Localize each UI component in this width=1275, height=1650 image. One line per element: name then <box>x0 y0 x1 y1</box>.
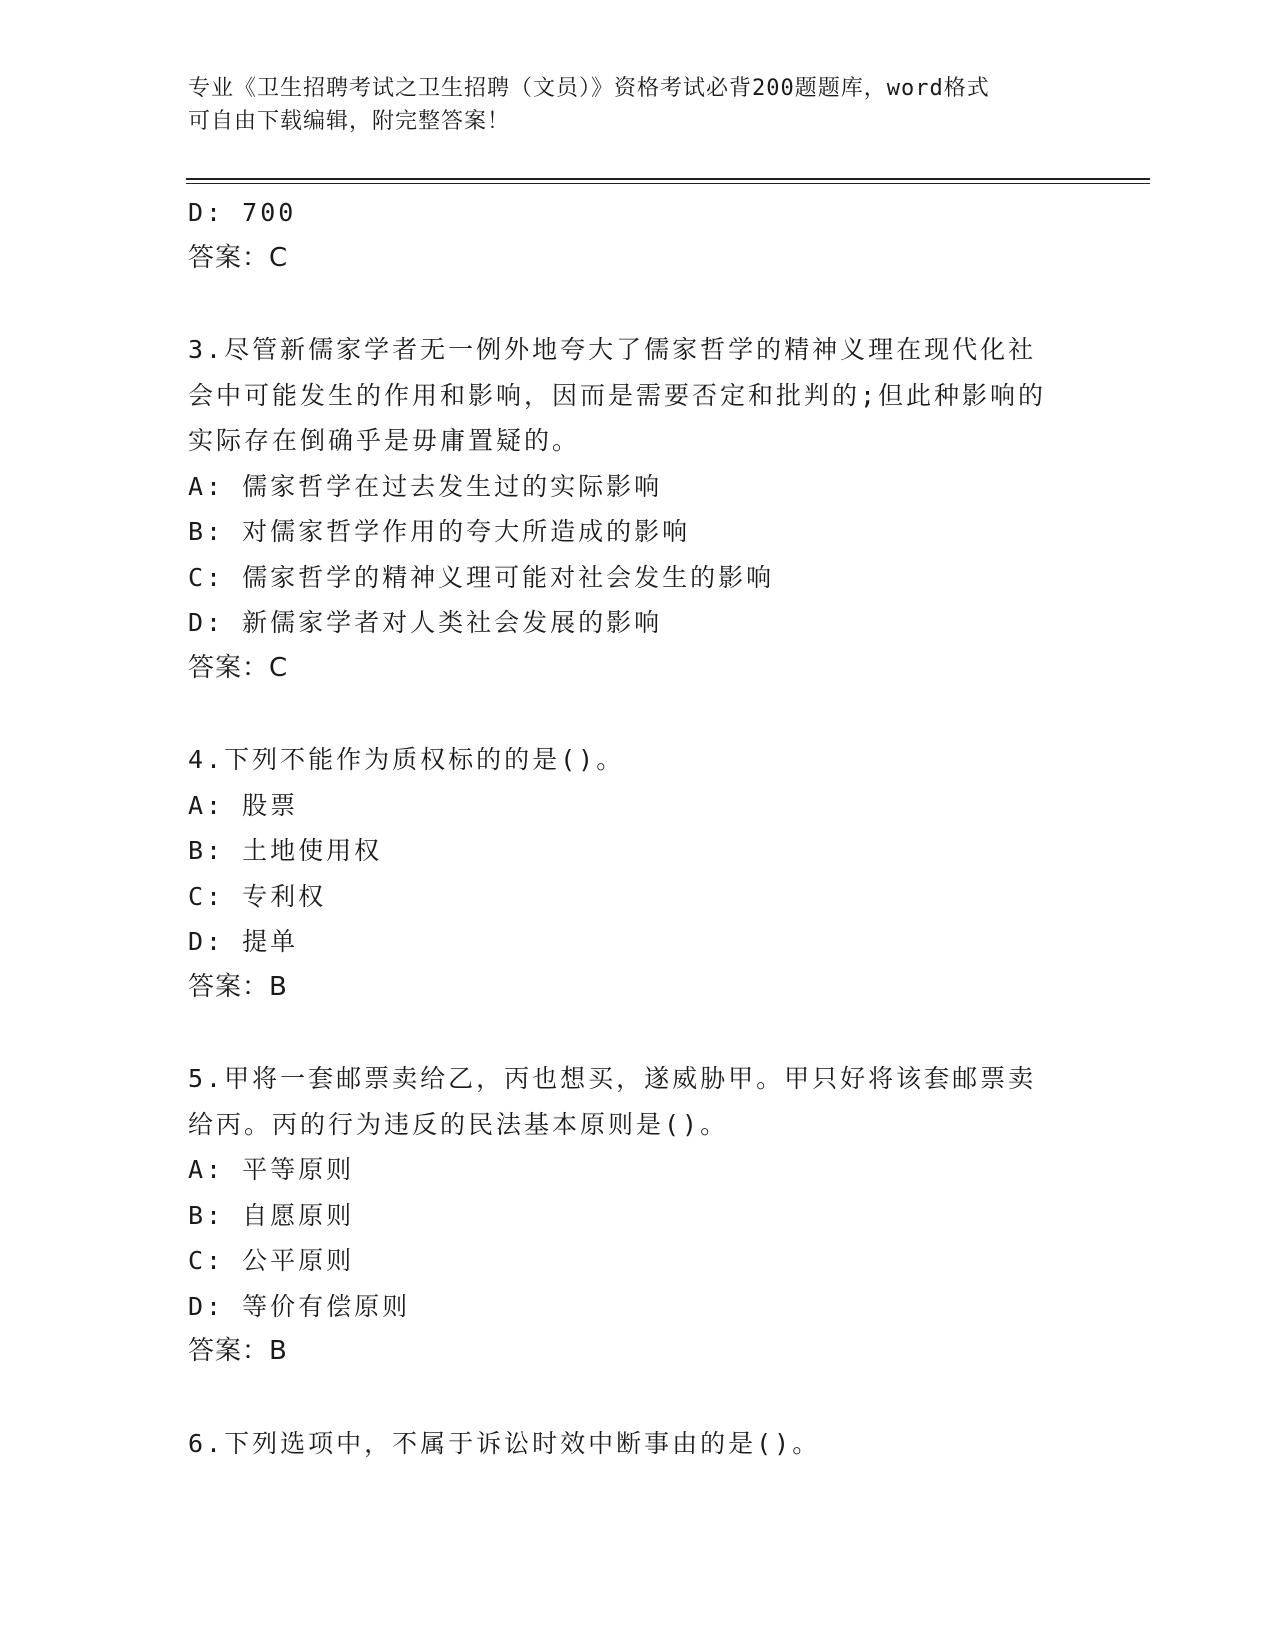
question-3-answer: 答案：C <box>188 652 289 683</box>
question-3 <box>188 327 1088 691</box>
question-4-option-d: D: 提单 <box>188 927 299 956</box>
question-6-text-1: 6.下列选项中，不属于诉讼时效中断事由的是()。 <box>188 1428 821 1458</box>
question-5-option-d: D: 等价有偿原则 <box>188 1291 411 1321</box>
header-line-2: 可自由下载编辑，附完整答案！ <box>188 109 511 134</box>
document-header <box>188 72 1068 138</box>
question-5-answer: 答案：B <box>188 1336 288 1366</box>
question-4-answer: 答案：B <box>188 971 288 1002</box>
question-3-option-b: B: 对儒家哲学作用的夸大所造成的影响 <box>188 517 691 546</box>
prev-option-d: D: 700 <box>188 198 297 227</box>
question-6 <box>188 1421 1088 1467</box>
question-4-option-c: C: 专利权 <box>188 881 327 911</box>
question-4 <box>188 737 1088 1010</box>
question-3-option-c: C: 儒家哲学的精神义理可能对社会发生的影响 <box>188 562 775 592</box>
question-content <box>188 190 1088 1466</box>
question-5-text-2: 给丙。丙的行为违反的民法基本原则是()。 <box>188 1109 729 1139</box>
header-line-1: 专业《卫生招聘考试之卫生招聘（文员）》资格考试必背200题题库，word格式 <box>188 76 990 101</box>
question-4-option-b: B: 土地使用权 <box>188 836 383 865</box>
question-5 <box>188 1056 1088 1375</box>
question-3-option-d: D: 新儒家学者对人类社会发展的影响 <box>188 608 663 637</box>
question-5-option-b: B: 自愿原则 <box>188 1200 355 1230</box>
question-5-option-c: C: 公平原则 <box>188 1246 355 1275</box>
question-5-option-a: A: 平等原则 <box>188 1155 355 1184</box>
question-3-option-a: A: 儒家哲学在过去发生过的实际影响 <box>188 471 663 501</box>
question-5-text-1: 5.甲将一套邮票卖给乙，丙也想买，遂威胁甲。甲只好将该套邮票卖 <box>188 1064 1037 1093</box>
header-divider-thick <box>186 178 1150 180</box>
header-divider-thin <box>186 183 1150 184</box>
question-4-text-1: 4.下列不能作为质权标的的是()。 <box>188 745 625 774</box>
question-3-text-1: 3.尽管新儒家学者无一例外地夸大了儒家哲学的精神义理在现代化社 <box>188 335 1037 364</box>
question-4-option-a: A: 股票 <box>188 790 299 820</box>
question-3-text-2: 会中可能发生的作用和影响，因而是需要否定和批判的;但此种影响的 <box>188 380 1047 410</box>
prev-answer: 答案：C <box>188 242 289 273</box>
question-3-text-3: 实际存在倒确乎是毋庸置疑的。 <box>188 426 581 455</box>
